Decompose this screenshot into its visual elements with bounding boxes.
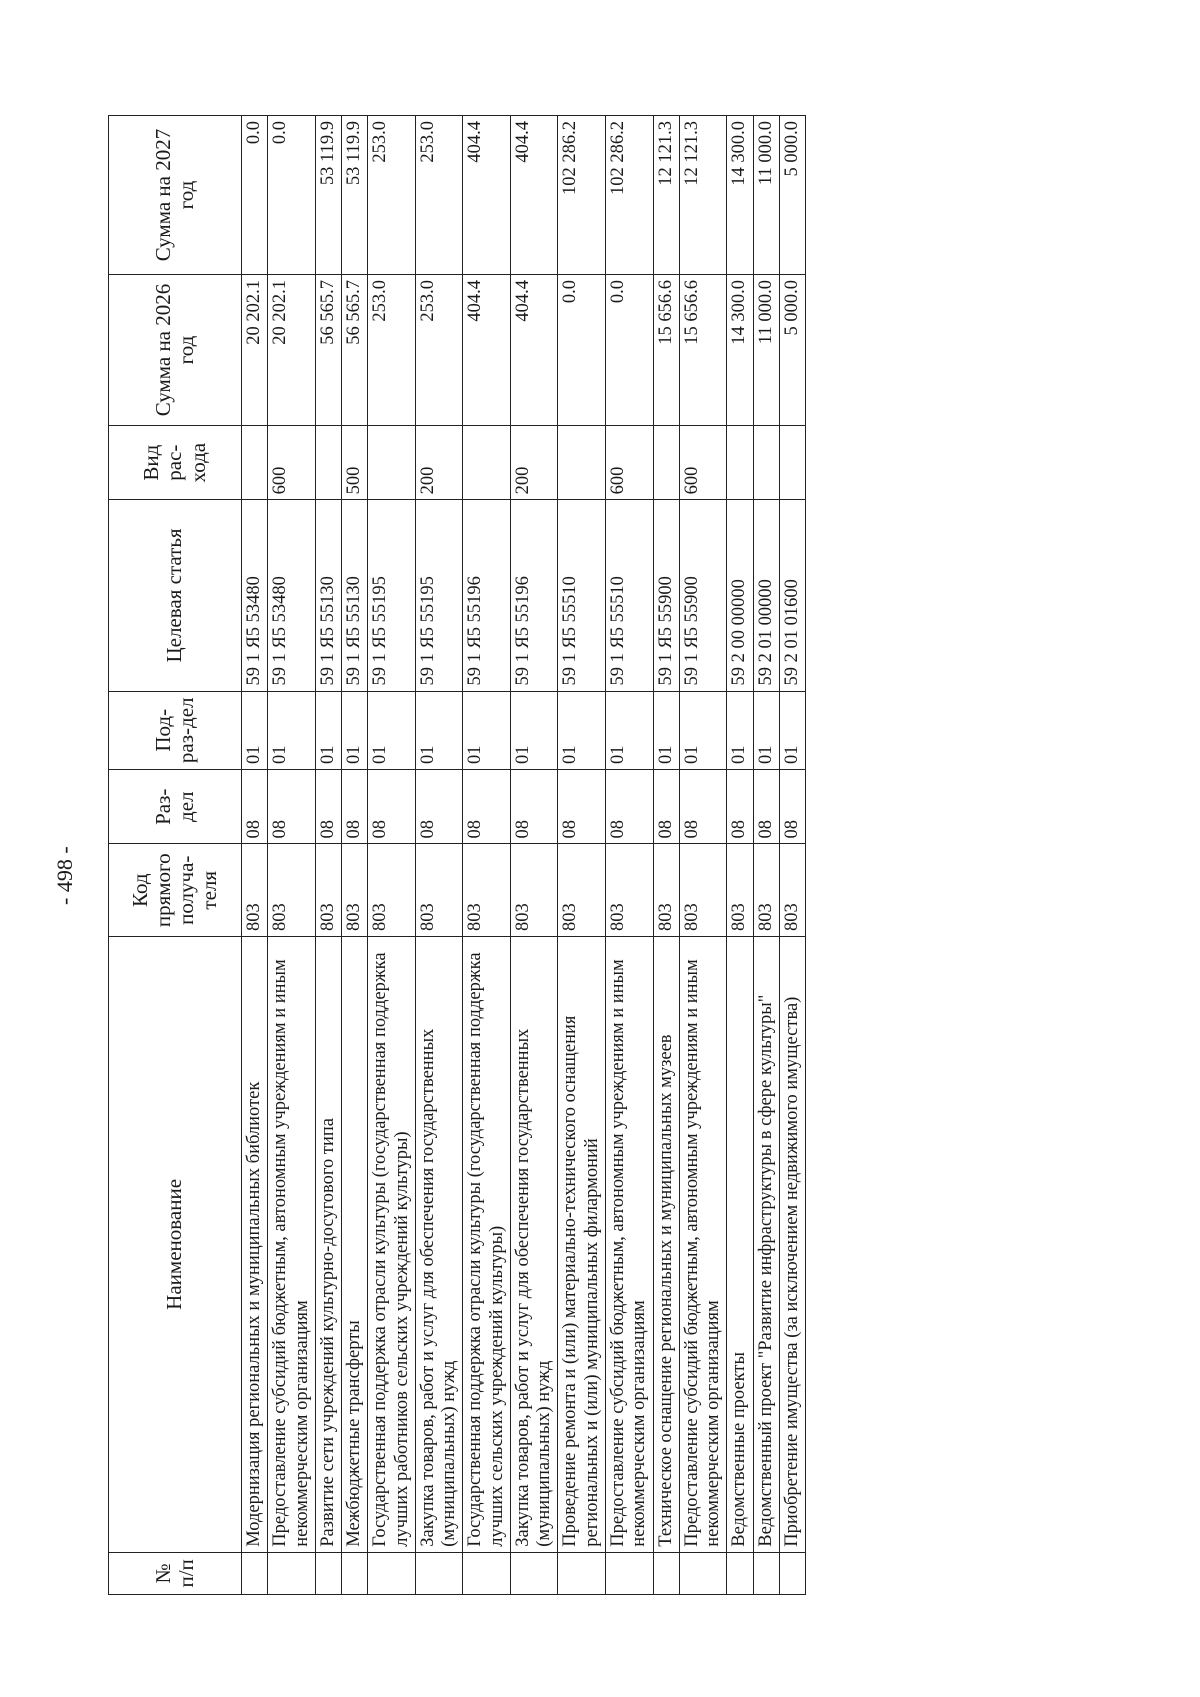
- header-name: Наименование: [109, 937, 242, 1553]
- cell-sum-2026: 404.4: [463, 275, 511, 426]
- cell-no: [342, 1552, 368, 1594]
- cell-no: [510, 1552, 558, 1594]
- cell-no: [558, 1552, 606, 1594]
- cell-subsection: 01: [342, 691, 368, 769]
- cell-no: [653, 1552, 679, 1594]
- cell-subsection: 01: [558, 691, 606, 769]
- cell-target-article: 59 1 Я5 55900: [679, 500, 727, 691]
- table-body: [242, 116, 806, 1595]
- cell-recipient-code: 803: [679, 844, 727, 937]
- cell-sum-2027: 5 000.0: [779, 116, 805, 275]
- cell-no: [268, 1552, 316, 1594]
- cell-no: [463, 1552, 511, 1594]
- cell-sum-2026: 56 565.7: [342, 275, 368, 426]
- cell-expense-type: 600: [679, 425, 727, 499]
- cell-name: Предоставление субсидий бюджетным, автономным учреждениям и иным некоммерческим организациям: [268, 937, 316, 1553]
- table-row: [605, 116, 653, 1595]
- cell-section: 08: [342, 770, 368, 844]
- cell-section: 08: [510, 770, 558, 844]
- cell-section: 08: [727, 770, 753, 844]
- cell-no: [368, 1552, 416, 1594]
- cell-recipient-code: 803: [268, 844, 316, 937]
- cell-no: [679, 1552, 727, 1594]
- cell-expense-type: 200: [510, 425, 558, 499]
- cell-name: Проведение ремонта и (или) материально-технического оснащения региональных и (или) муниципальных филармоний: [558, 937, 606, 1553]
- header-sum-2026: Сумма на 2026 год: [109, 275, 242, 426]
- cell-expense-type: [315, 425, 341, 499]
- cell-section: 08: [679, 770, 727, 844]
- table-row: [779, 116, 805, 1595]
- cell-subsection: 01: [679, 691, 727, 769]
- table-row: [268, 116, 316, 1595]
- cell-sum-2026: 0.0: [605, 275, 653, 426]
- cell-expense-type: 500: [342, 425, 368, 499]
- header-expense-type: Вид рас-хода: [109, 425, 242, 499]
- cell-name: Приобретение имущества (за исключением недвижимого имущества): [779, 937, 805, 1553]
- cell-no: [753, 1552, 779, 1594]
- cell-target-article: 59 2 01 01600: [779, 500, 805, 691]
- cell-name: Техническое оснащение региональных и муниципальных музеев: [653, 937, 679, 1553]
- cell-name: Закупка товаров, работ и услуг для обеспечения государственных (муниципальных) нужд: [415, 937, 463, 1553]
- cell-sum-2026: 253.0: [415, 275, 463, 426]
- cell-target-article: 59 1 Я5 53480: [268, 500, 316, 691]
- cell-subsection: 01: [727, 691, 753, 769]
- cell-sum-2027: 12 121.3: [653, 116, 679, 275]
- cell-expense-type: [727, 425, 753, 499]
- cell-section: 08: [753, 770, 779, 844]
- cell-expense-type: 200: [415, 425, 463, 499]
- cell-target-article: 59 1 Я5 55510: [558, 500, 606, 691]
- cell-section: 08: [268, 770, 316, 844]
- table-header-row: [109, 116, 242, 1595]
- cell-sum-2026: 20 202.1: [268, 275, 316, 426]
- cell-sum-2026: 253.0: [368, 275, 416, 426]
- cell-target-article: 59 1 Я5 55130: [342, 500, 368, 691]
- cell-subsection: 01: [653, 691, 679, 769]
- cell-recipient-code: 803: [653, 844, 679, 937]
- header-section: Раз-дел: [109, 770, 242, 844]
- table-row: [315, 116, 341, 1595]
- cell-no: [242, 1552, 268, 1594]
- cell-target-article: 59 2 01 00000: [753, 500, 779, 691]
- header-no: № п/п: [109, 1552, 242, 1594]
- cell-target-article: 59 1 Я5 55195: [415, 500, 463, 691]
- cell-subsection: 01: [779, 691, 805, 769]
- table-row: [558, 116, 606, 1595]
- table-row: [368, 116, 416, 1595]
- cell-subsection: 01: [463, 691, 511, 769]
- cell-sum-2026: 5 000.0: [779, 275, 805, 426]
- cell-sum-2027: 102 286.2: [558, 116, 606, 275]
- cell-sum-2027: 14 300.0: [727, 116, 753, 275]
- cell-sum-2027: 253.0: [415, 116, 463, 275]
- cell-target-article: 59 1 Я5 55196: [463, 500, 511, 691]
- cell-expense-type: 600: [605, 425, 653, 499]
- cell-name: Ведомственный проект "Развитие инфраструктуры в сфере культуры": [753, 937, 779, 1553]
- header-subsection: Под-раз-дел: [109, 691, 242, 769]
- cell-section: 08: [463, 770, 511, 844]
- cell-sum-2027: 53 119.9: [315, 116, 341, 275]
- cell-sum-2026: 20 202.1: [242, 275, 268, 426]
- cell-name: Модернизация региональных и муниципальных библиотек: [242, 937, 268, 1553]
- cell-no: [605, 1552, 653, 1594]
- cell-sum-2026: 56 565.7: [315, 275, 341, 426]
- cell-subsection: 01: [368, 691, 416, 769]
- cell-sum-2027: 102 286.2: [605, 116, 653, 275]
- cell-section: 08: [315, 770, 341, 844]
- header-recipient-code: Код прямого получа-теля: [109, 844, 242, 937]
- cell-expense-type: [242, 425, 268, 499]
- document-sheet: [108, 115, 1068, 1595]
- cell-sum-2027: 0.0: [268, 116, 316, 275]
- cell-target-article: 59 1 Я5 53480: [242, 500, 268, 691]
- cell-recipient-code: 803: [463, 844, 511, 937]
- cell-recipient-code: 803: [368, 844, 416, 937]
- cell-recipient-code: 803: [779, 844, 805, 937]
- cell-sum-2026: 15 656.6: [653, 275, 679, 426]
- cell-expense-type: [463, 425, 511, 499]
- cell-section: 08: [242, 770, 268, 844]
- cell-section: 08: [368, 770, 416, 844]
- table-row: [242, 116, 268, 1595]
- cell-name: Развитие сети учреждений культурно-досугового типа: [315, 937, 341, 1553]
- cell-recipient-code: 803: [315, 844, 341, 937]
- cell-section: 08: [558, 770, 606, 844]
- table-row: [753, 116, 779, 1595]
- cell-no: [415, 1552, 463, 1594]
- cell-name: Межбюджетные трансферты: [342, 937, 368, 1553]
- table-row: [653, 116, 679, 1595]
- cell-sum-2026: 15 656.6: [679, 275, 727, 426]
- cell-subsection: 01: [268, 691, 316, 769]
- cell-expense-type: [779, 425, 805, 499]
- cell-expense-type: [653, 425, 679, 499]
- cell-expense-type: [558, 425, 606, 499]
- cell-recipient-code: 803: [242, 844, 268, 937]
- cell-section: 08: [653, 770, 679, 844]
- header-sum-2027: Сумма на 2027 год: [109, 116, 242, 275]
- cell-sum-2027: 404.4: [510, 116, 558, 275]
- page-number: - 498 -: [52, 846, 77, 905]
- cell-recipient-code: 803: [753, 844, 779, 937]
- cell-expense-type: 600: [268, 425, 316, 499]
- cell-recipient-code: 803: [415, 844, 463, 937]
- cell-expense-type: [753, 425, 779, 499]
- cell-sum-2026: 0.0: [558, 275, 606, 426]
- cell-recipient-code: 803: [342, 844, 368, 937]
- cell-sum-2027: 53 119.9: [342, 116, 368, 275]
- cell-target-article: 59 1 Я5 55195: [368, 500, 416, 691]
- cell-name: Ведомственные проекты: [727, 937, 753, 1553]
- cell-expense-type: [368, 425, 416, 499]
- cell-section: 08: [415, 770, 463, 844]
- cell-sum-2027: 12 121.3: [679, 116, 727, 275]
- cell-subsection: 01: [242, 691, 268, 769]
- cell-no: [315, 1552, 341, 1594]
- budget-table: [108, 115, 806, 1595]
- cell-no: [779, 1552, 805, 1594]
- cell-target-article: 59 1 Я5 55510: [605, 500, 653, 691]
- cell-sum-2027: 11 000.0: [753, 116, 779, 275]
- table-row: [727, 116, 753, 1595]
- cell-section: 08: [779, 770, 805, 844]
- table-row: [342, 116, 368, 1595]
- cell-subsection: 01: [415, 691, 463, 769]
- cell-subsection: 01: [753, 691, 779, 769]
- cell-target-article: 59 1 Я5 55196: [510, 500, 558, 691]
- cell-recipient-code: 803: [605, 844, 653, 937]
- cell-name: Предоставление субсидий бюджетным, автономным учреждениям и иным некоммерческим организациям: [679, 937, 727, 1553]
- cell-target-article: 59 1 Я5 55130: [315, 500, 341, 691]
- cell-name: Государственная поддержка отрасли культуры (государственная поддержка лучших сельских учреждений культуры): [463, 937, 511, 1553]
- cell-sum-2026: 14 300.0: [727, 275, 753, 426]
- cell-sum-2027: 0.0: [242, 116, 268, 275]
- table-row: [510, 116, 558, 1595]
- cell-name: Закупка товаров, работ и услуг для обеспечения государственных (муниципальных) нужд: [510, 937, 558, 1553]
- cell-recipient-code: 803: [727, 844, 753, 937]
- header-target-article: Целевая статья: [109, 500, 242, 691]
- cell-section: 08: [605, 770, 653, 844]
- table-row: [679, 116, 727, 1595]
- cell-subsection: 01: [605, 691, 653, 769]
- cell-name: Предоставление субсидий бюджетным, автономным учреждениям и иным некоммерческим организациям: [605, 937, 653, 1553]
- cell-sum-2026: 11 000.0: [753, 275, 779, 426]
- cell-target-article: 59 1 Я5 55900: [653, 500, 679, 691]
- cell-sum-2027: 404.4: [463, 116, 511, 275]
- cell-sum-2027: 253.0: [368, 116, 416, 275]
- cell-recipient-code: 803: [558, 844, 606, 937]
- cell-subsection: 01: [510, 691, 558, 769]
- table-row: [415, 116, 463, 1595]
- table-row: [463, 116, 511, 1595]
- cell-sum-2026: 404.4: [510, 275, 558, 426]
- cell-no: [727, 1552, 753, 1594]
- cell-name: Государственная поддержка отрасли культуры (государственная поддержка лучших работников сельских учреждений культуры): [368, 937, 416, 1553]
- cell-subsection: 01: [315, 691, 341, 769]
- cell-recipient-code: 803: [510, 844, 558, 937]
- cell-target-article: 59 2 00 00000: [727, 500, 753, 691]
